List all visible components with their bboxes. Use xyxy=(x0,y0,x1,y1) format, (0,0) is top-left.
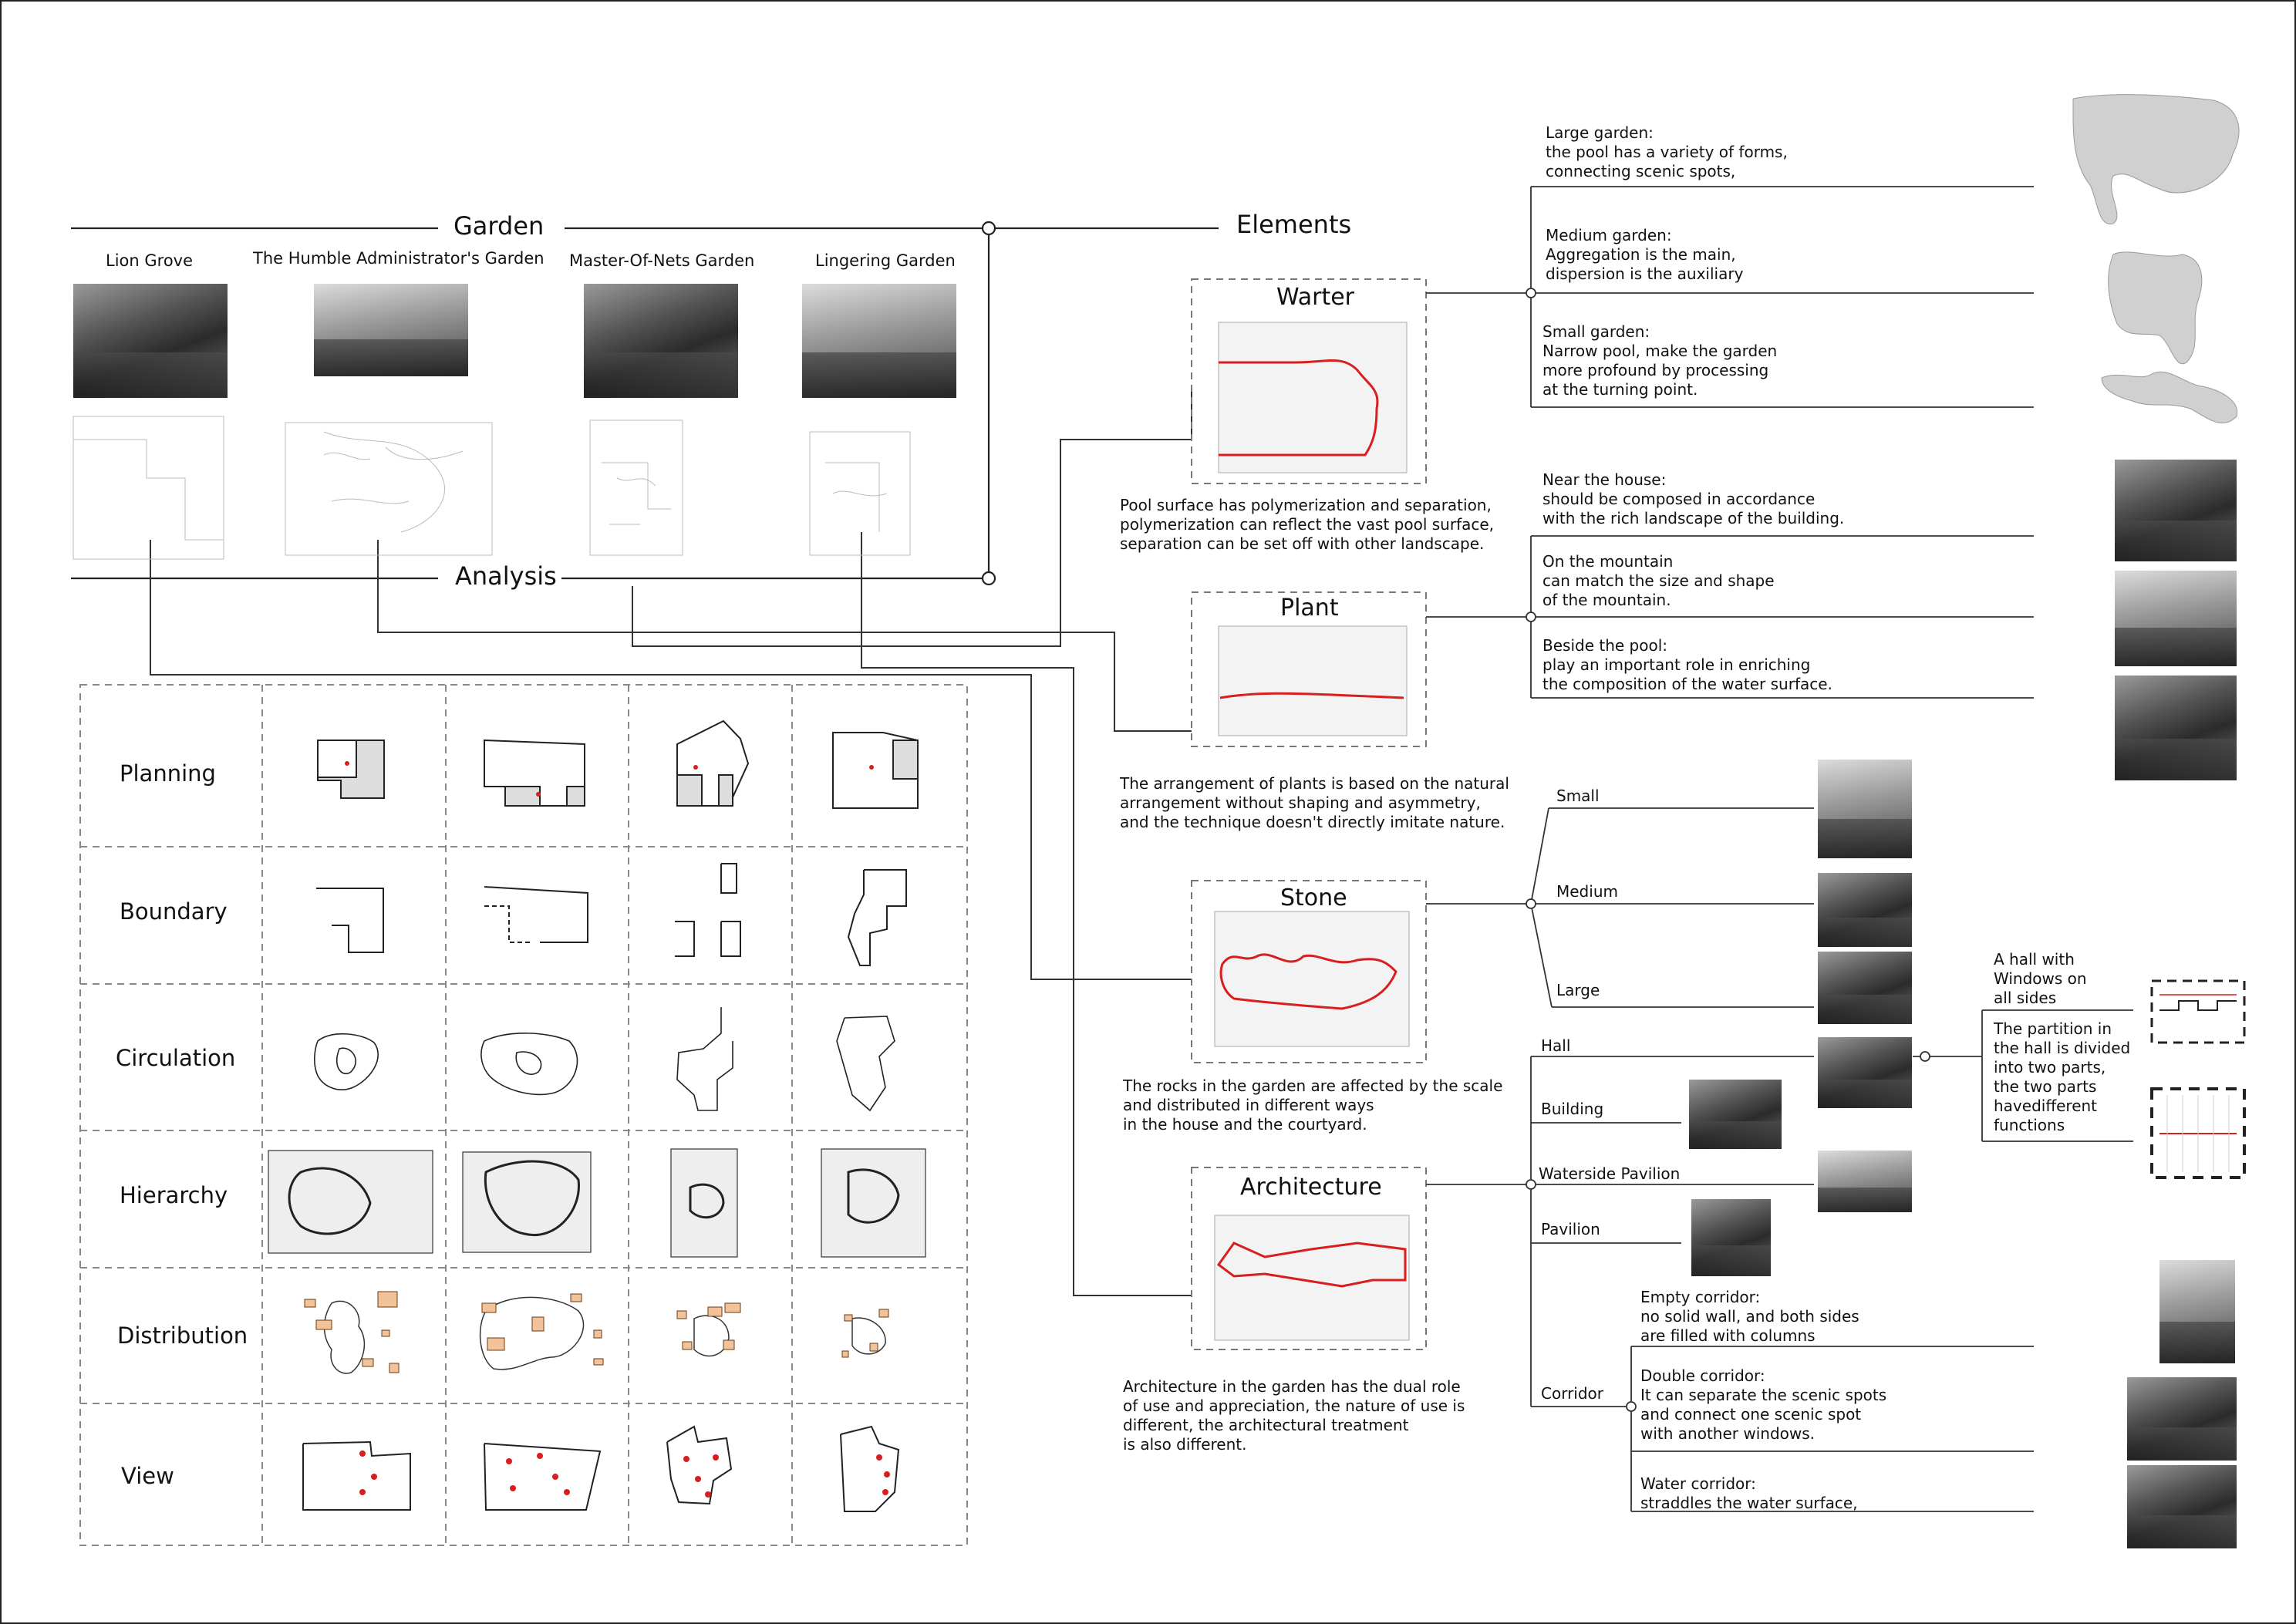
garden-name: Lion Grove xyxy=(106,251,194,270)
element-title-stone: Stone xyxy=(1280,884,1347,911)
pavilion-photo xyxy=(1691,1199,1771,1276)
arch-type: Corridor xyxy=(1541,1384,1604,1403)
stone-photo xyxy=(1818,760,1912,858)
water-type-medium: Medium garden: Aggregation is the main, dispersion is the auxiliary xyxy=(1546,226,1744,283)
row-label: Circulation xyxy=(116,1045,236,1071)
row-label: View xyxy=(121,1463,174,1489)
stone-caption: The rocks in the garden are affected by the scale and distributed in different ways in the house and the courtyard. xyxy=(1123,1076,1503,1134)
elements-label: Elements xyxy=(1236,210,1352,239)
hall-note: A hall with Windows on all sides xyxy=(1994,950,2087,1007)
row-label: Boundary xyxy=(120,898,228,925)
hall-note: The partition in the hall is divided into two parts, the two parts havedifferent functions xyxy=(1994,1019,2131,1134)
plant-type-house: Near the house: should be composed in accordance with the rich landscape of the building. xyxy=(1542,470,1845,527)
building-photo xyxy=(1689,1080,1782,1149)
row-label: Planning xyxy=(120,760,216,787)
corridor-type: Double corridor: It can separate the scenic spots and connect one scenic spot with another windows. xyxy=(1640,1366,1887,1443)
garden-photo xyxy=(584,284,738,398)
corridor-photo xyxy=(2159,1260,2235,1363)
corridor-photo xyxy=(2127,1465,2237,1548)
water-type-large: Large garden: the pool has a variety of forms, connecting scenic spots, xyxy=(1546,123,1788,180)
stone-photo xyxy=(1818,873,1912,947)
architecture-caption: Architecture in the garden has the dual role of use and appreciation, the nature of use is different, the architectural treatment is also different. xyxy=(1123,1377,1465,1454)
analysis-label: Analysis xyxy=(455,561,557,591)
plant-type-pool: Beside the pool: play an important role in enriching the composition of the water surface. xyxy=(1542,636,1832,693)
waterside-pavilion-photo xyxy=(1818,1151,1912,1212)
plant-caption: The arrangement of plants is based on the natural arrangement without shaping and asymmetry, and the technique doesn't directly imitate nature. xyxy=(1120,774,1509,831)
garden-photo xyxy=(802,284,956,398)
corridor-type: Water corridor: straddles the water surface, xyxy=(1640,1474,1858,1512)
arch-type: Waterside Pavilion xyxy=(1539,1164,1681,1183)
stone-type: Medium xyxy=(1556,882,1618,901)
stone-type: Small xyxy=(1556,787,1600,805)
garden-name: The Humble Administrator's Garden xyxy=(253,249,544,268)
garden-label: Garden xyxy=(453,211,544,241)
arch-type: Building xyxy=(1541,1100,1604,1118)
plant-type-mountain: On the mountain can match the size and shape of the mountain. xyxy=(1542,552,1775,609)
row-label: Distribution xyxy=(117,1322,248,1349)
plant-photo xyxy=(2115,571,2237,666)
element-title-water: Warter xyxy=(1276,284,1355,311)
corridor-type: Empty corridor: no solid wall, and both sides are filled with columns xyxy=(1640,1288,1859,1345)
plant-photo xyxy=(2115,460,2237,561)
hall-photo xyxy=(1818,1037,1912,1108)
water-type-small: Small garden: Narrow pool, make the garden more profound by processing at the turning point. xyxy=(1542,322,1778,399)
garden-photo xyxy=(73,284,228,398)
plant-photo xyxy=(2115,676,2237,780)
stone-photo xyxy=(1818,952,1912,1024)
garden-name: Master-Of-Nets Garden xyxy=(569,251,755,270)
water-caption: Pool surface has polymerization and separation, polymerization can reflect the vast pool surface, separation can be set off with other landscape. xyxy=(1120,496,1495,553)
garden-photo xyxy=(314,284,468,376)
garden-name: Lingering Garden xyxy=(815,251,956,270)
element-title-plant: Plant xyxy=(1280,595,1339,622)
element-title-architecture: Architecture xyxy=(1240,1174,1382,1201)
stone-type: Large xyxy=(1556,981,1600,999)
corridor-photo xyxy=(2127,1377,2237,1461)
arch-type: Pavilion xyxy=(1541,1220,1600,1238)
row-label: Hierarchy xyxy=(120,1182,228,1208)
arch-type: Hall xyxy=(1541,1036,1571,1055)
